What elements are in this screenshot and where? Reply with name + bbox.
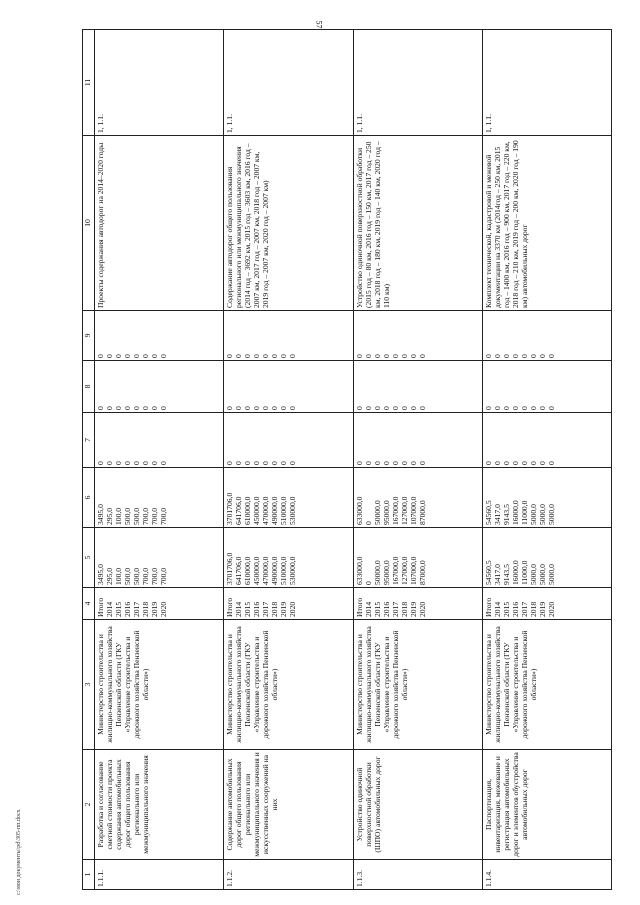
row-id: 1.1.2.: [224, 860, 353, 890]
c7-value: 0: [519, 461, 529, 465]
table-row: [482, 30, 611, 890]
rotated-table-container: [82, 30, 612, 890]
c5-value: 490000,0: [270, 556, 280, 585]
row-activity-name: Паспортизация, инвентаризация, межевание и регистрация автомобильных дорог и элементов обустройства автомобильных дорог: [482, 750, 611, 860]
c5-value: 3495,0: [96, 564, 105, 585]
years-value: Итого: [96, 597, 105, 617]
c7-value: 0: [225, 461, 235, 465]
col-header-8: 8: [83, 361, 95, 413]
c8-value: 0: [372, 406, 382, 410]
years-value: 2015: [501, 601, 511, 617]
c5-value: 3417,0: [492, 564, 502, 585]
c6-value: 100,0: [114, 507, 123, 525]
c6-value: 641706,0: [234, 496, 244, 525]
c9-value: 0: [390, 354, 400, 358]
row-col9-values: [95, 311, 224, 361]
c5-value: 610000,0: [243, 556, 253, 585]
c8-value: 0: [261, 406, 271, 410]
c8-value: 0: [252, 406, 262, 410]
c5-value: 0: [363, 581, 373, 585]
c5-value: 470000,0: [261, 556, 271, 585]
c7-value: 0: [354, 461, 364, 465]
row-years: [95, 588, 224, 620]
c5-value: 16000,0: [510, 560, 520, 585]
c5-value: 5000,0: [546, 564, 556, 585]
header-row: [83, 30, 95, 890]
c6-value: 9143,5: [501, 504, 511, 525]
col-header-11: 11: [83, 30, 95, 136]
c7-value: 0: [114, 461, 123, 465]
row-total-funding: [353, 528, 482, 588]
row-executor: Министерство строительства и жилищно-коммунального хозяйства Пензенской области (ГКУ «Управление строительства и дорожного хозяйства Пензенской области»): [482, 620, 611, 750]
c8-value: 0: [141, 406, 150, 410]
row-total-funding: [95, 528, 224, 588]
c9-value: 0: [252, 354, 262, 358]
col-header-1: 1: [83, 860, 95, 890]
c8-value: 0: [528, 406, 538, 410]
row-col7-values: [353, 413, 482, 468]
col-header-5: 5: [83, 528, 95, 588]
c6-value: 54560,5: [483, 500, 493, 525]
row-indicator-ref: 1, 1.1.: [95, 30, 224, 136]
row-col7-values: [95, 413, 224, 468]
c7-value: 0: [501, 461, 511, 465]
c9-value: 0: [483, 354, 493, 358]
c6-value: 107000,0: [408, 496, 418, 525]
c7-value: 0: [279, 461, 289, 465]
c7-value: 0: [546, 461, 556, 465]
col-header-6: 6: [83, 468, 95, 528]
c7-value: 0: [132, 461, 141, 465]
c9-value: 0: [288, 354, 298, 358]
c6-value: 87000,0: [417, 500, 427, 525]
c6-value: 500,0: [123, 507, 132, 525]
row-col9-values: [224, 311, 353, 361]
c5-value: 107000,0: [408, 556, 418, 585]
c7-value: 0: [270, 461, 280, 465]
c6-value: 3495,0: [96, 504, 105, 525]
c9-value: 0: [546, 354, 556, 358]
row-expected-result: Проекты содержания автодорог на 2014–2020 годы: [95, 136, 224, 311]
c6-value: 5000,0: [528, 504, 538, 525]
c9-value: 0: [96, 354, 105, 358]
row-expected-result: Содержание автодорог общего пользования регионального или межмуниципального значения (2014 год – 3692 км, 2015 год – 3603 км, 2016 год – 2007 км, 2017 год – 2007 км, 2018 год – 2007 км, 2019 год – 2007 км, 2020 год – 2007 км): [224, 136, 353, 311]
c5-value: 700,0: [150, 567, 159, 585]
c5-value: 510000,0: [279, 556, 289, 585]
c8-value: 0: [150, 406, 159, 410]
table-row: [353, 30, 482, 890]
c6-value: 500,0: [132, 507, 141, 525]
years-value: 2019: [537, 601, 547, 617]
c6-value: 5000,0: [537, 504, 547, 525]
c7-value: 0: [105, 461, 114, 465]
c8-value: 0: [279, 406, 289, 410]
c9-value: 0: [372, 354, 382, 358]
c6-value: 490000,0: [270, 496, 280, 525]
c9-value: 0: [519, 354, 529, 358]
row-id: 1.1.4.: [482, 860, 611, 890]
c7-value: 0: [234, 461, 244, 465]
c7-value: 0: [252, 461, 262, 465]
c7-value: 0: [261, 461, 271, 465]
c6-value: 700,0: [141, 507, 150, 525]
years-value: 2014: [234, 601, 244, 617]
c8-value: 0: [288, 406, 298, 410]
c7-value: 0: [381, 461, 391, 465]
years-value: 2015: [114, 601, 123, 617]
years-value: 2015: [372, 601, 382, 617]
c8-value: 0: [519, 406, 529, 410]
c6-value: 95000,0: [381, 500, 391, 525]
c7-value: 0: [96, 461, 105, 465]
c6-value: 295,0: [105, 507, 114, 525]
c8-value: 0: [546, 406, 556, 410]
c5-value: 450000,0: [252, 556, 262, 585]
c8-value: 0: [408, 406, 418, 410]
row-regional-budget: [482, 468, 611, 528]
page-number: 57: [314, 20, 324, 29]
c7-value: 0: [417, 461, 427, 465]
c9-value: 0: [354, 354, 364, 358]
c9-value: 0: [114, 354, 123, 358]
c5-value: 11000,0: [519, 560, 529, 585]
c6-value: 0: [363, 521, 373, 525]
c6-value: 5000,0: [546, 504, 556, 525]
c9-value: 0: [105, 354, 114, 358]
c6-value: 510000,0: [279, 496, 289, 525]
years-value: 2017: [519, 601, 529, 617]
c7-value: 0: [363, 461, 373, 465]
row-years: [224, 588, 353, 620]
years-value: 2019: [150, 601, 159, 617]
years-value: 2015: [243, 601, 253, 617]
c7-value: 0: [537, 461, 547, 465]
c9-value: 0: [528, 354, 538, 358]
c9-value: 0: [225, 354, 235, 358]
row-indicator-ref: 1, 1.1.: [353, 30, 482, 136]
c5-value: 500,0: [132, 567, 141, 585]
c6-value: 610000,0: [243, 496, 253, 525]
c5-value: 5000,0: [537, 564, 547, 585]
row-col8-values: [482, 361, 611, 413]
c9-value: 0: [501, 354, 511, 358]
c7-value: 0: [390, 461, 400, 465]
row-executor: Министерство строительства и жилищно-коммунального хозяйства Пензенской области (ГКУ «Управление строительства и дорожного хозяйства Пензенской области»): [95, 620, 224, 750]
c9-value: 0: [537, 354, 547, 358]
years-value: 2017: [261, 601, 271, 617]
years-value: 2020: [546, 601, 556, 617]
c8-value: 0: [537, 406, 547, 410]
years-value: 2018: [141, 601, 150, 617]
c9-value: 0: [492, 354, 502, 358]
c5-value: 50000,0: [372, 560, 382, 585]
c9-value: 0: [159, 354, 168, 358]
c6-value: 50000,0: [372, 500, 382, 525]
c9-value: 0: [270, 354, 280, 358]
years-value: 2014: [105, 601, 114, 617]
c5-value: 641706,0: [234, 556, 244, 585]
row-executor: Министерство строительства и жилищно-коммунального хозяйства Пензенской области (ГКУ «Управление строительства и дорожного хозяйства Пензенской области»): [224, 620, 353, 750]
c9-value: 0: [132, 354, 141, 358]
c8-value: 0: [114, 406, 123, 410]
c6-value: 633000,0: [354, 496, 364, 525]
row-id: 1.1.1.: [95, 860, 224, 890]
program-table: [82, 29, 612, 890]
c8-value: 0: [417, 406, 427, 410]
c6-value: 470000,0: [261, 496, 271, 525]
c5-value: 9143,5: [501, 564, 511, 585]
years-value: 2014: [492, 601, 502, 617]
row-id: 1.1.3.: [353, 860, 482, 890]
c6-value: 700,0: [150, 507, 159, 525]
c9-value: 0: [408, 354, 418, 358]
c9-value: 0: [243, 354, 253, 358]
years-value: 2019: [279, 601, 289, 617]
c6-value: 530000,0: [288, 496, 298, 525]
table-row: [224, 30, 353, 890]
col-header-10: 10: [83, 136, 95, 311]
col-header-4: 4: [83, 588, 95, 620]
col-header-3: 3: [83, 620, 95, 750]
c6-value: 450000,0: [252, 496, 262, 525]
row-indicator-ref: 1, 1.1.: [482, 30, 611, 136]
c6-value: 167000,0: [390, 496, 400, 525]
c8-value: 0: [243, 406, 253, 410]
c9-value: 0: [363, 354, 373, 358]
c8-value: 0: [123, 406, 132, 410]
c7-value: 0: [492, 461, 502, 465]
years-value: 2018: [270, 601, 280, 617]
c5-value: 95000,0: [381, 560, 391, 585]
years-value: Итого: [354, 597, 364, 617]
years-value: 2019: [408, 601, 418, 617]
c7-value: 0: [288, 461, 298, 465]
years-value: 2016: [381, 601, 391, 617]
c7-value: 0: [123, 461, 132, 465]
c7-value: 0: [510, 461, 520, 465]
row-activity-name: Разработка и согласование сметной стоимости проекта содержания автомобильных дорог общего пользования регионального или межмуниципального значения: [95, 750, 224, 860]
row-years: [353, 588, 482, 620]
c6-value: 127000,0: [399, 496, 409, 525]
c5-value: 100,0: [114, 567, 123, 585]
row-col9-values: [482, 311, 611, 361]
row-indicator-ref: 1, 1.1.: [224, 30, 353, 136]
c8-value: 0: [492, 406, 502, 410]
years-value: 2016: [510, 601, 520, 617]
table-row: [95, 30, 224, 890]
row-col9-values: [353, 311, 482, 361]
c8-value: 0: [270, 406, 280, 410]
c8-value: 0: [159, 406, 168, 410]
row-activity-name: Содержание автомобильных дорог общего пользования регионального или межмуниципального значения и искусственных сооружений на них: [224, 750, 353, 860]
years-value: Итого: [483, 597, 493, 617]
c5-value: 700,0: [159, 567, 168, 585]
c7-value: 0: [150, 461, 159, 465]
c9-value: 0: [123, 354, 132, 358]
c7-value: 0: [399, 461, 409, 465]
c8-value: 0: [510, 406, 520, 410]
c5-value: 127000,0: [399, 556, 409, 585]
years-value: 2016: [123, 601, 132, 617]
document-path-footer: c:\мои документы\pd\305-пп.docx: [16, 809, 22, 895]
c7-value: 0: [483, 461, 493, 465]
c9-value: 0: [417, 354, 427, 358]
col-header-9: 9: [83, 311, 95, 361]
row-expected-result: Комплект технической, кадастровой и межевой документации на 3370 км (2014год – 250 км, 2015 год – 1400 км, 2016 год – 900 км, 2017 год – 220 км, 2018 год – 210 км, 2019 год – 200 км, 2020 год – 190 км) автомобильных дорог: [482, 136, 611, 311]
c7-value: 0: [408, 461, 418, 465]
c5-value: 633000,0: [354, 556, 364, 585]
years-value: 2018: [528, 601, 538, 617]
c8-value: 0: [105, 406, 114, 410]
years-value: 2020: [288, 601, 298, 617]
c9-value: 0: [279, 354, 289, 358]
c7-value: 0: [159, 461, 168, 465]
c8-value: 0: [234, 406, 244, 410]
c8-value: 0: [132, 406, 141, 410]
c5-value: 700,0: [141, 567, 150, 585]
c8-value: 0: [225, 406, 235, 410]
c7-value: 0: [528, 461, 538, 465]
c5-value: 87000,0: [417, 560, 427, 585]
c8-value: 0: [381, 406, 391, 410]
c6-value: 3701706,0: [225, 492, 235, 525]
years-value: 2016: [252, 601, 262, 617]
c5-value: 5000,0: [528, 564, 538, 585]
row-regional-budget: [353, 468, 482, 528]
row-col8-values: [95, 361, 224, 413]
row-col8-values: [353, 361, 482, 413]
c9-value: 0: [261, 354, 271, 358]
years-value: 2014: [363, 601, 373, 617]
row-total-funding: [482, 528, 611, 588]
c5-value: 530000,0: [288, 556, 298, 585]
c5-value: 3701706,0: [225, 552, 235, 585]
c9-value: 0: [141, 354, 150, 358]
c8-value: 0: [399, 406, 409, 410]
row-col7-values: [224, 413, 353, 468]
c9-value: 0: [399, 354, 409, 358]
years-value: 2020: [417, 601, 427, 617]
c9-value: 0: [510, 354, 520, 358]
c6-value: 3417,0: [492, 504, 502, 525]
years-value: 2017: [390, 601, 400, 617]
years-value: 2020: [159, 601, 168, 617]
col-header-7: 7: [83, 413, 95, 468]
c8-value: 0: [501, 406, 511, 410]
row-activity-name: Устройство одиночной поверхностной обработки (ШПО) автомобильных дорог: [353, 750, 482, 860]
row-col7-values: [482, 413, 611, 468]
row-years: [482, 588, 611, 620]
row-expected-result: Устройство одиночной поверхностной обработки (2015 год – 80 км, 2016 год – 150 км, 2017 год – 250 км, 2018 год – 180 км, 2019 год – 140 км, 2020 год – 110 км): [353, 136, 482, 311]
years-value: Итого: [225, 597, 235, 617]
row-regional-budget: [224, 468, 353, 528]
years-value: 2017: [132, 601, 141, 617]
c9-value: 0: [150, 354, 159, 358]
row-regional-budget: [95, 468, 224, 528]
c7-value: 0: [372, 461, 382, 465]
table-body: [95, 30, 612, 890]
c5-value: 500,0: [123, 567, 132, 585]
c6-value: 700,0: [159, 507, 168, 525]
c8-value: 0: [96, 406, 105, 410]
c9-value: 0: [234, 354, 244, 358]
row-total-funding: [224, 528, 353, 588]
c6-value: 11000,0: [519, 500, 529, 525]
c7-value: 0: [243, 461, 253, 465]
c8-value: 0: [354, 406, 364, 410]
c8-value: 0: [390, 406, 400, 410]
c5-value: 54560,5: [483, 560, 493, 585]
c7-value: 0: [141, 461, 150, 465]
c5-value: 295,0: [105, 567, 114, 585]
c9-value: 0: [381, 354, 391, 358]
years-value: 2018: [399, 601, 409, 617]
c8-value: 0: [483, 406, 493, 410]
row-col8-values: [224, 361, 353, 413]
row-executor: Министерство строительства и жилищно-коммунального хозяйства Пензенской области (ГКУ «Управление строительства и дорожного хозяйства Пензенской области»): [353, 620, 482, 750]
c5-value: 167000,0: [390, 556, 400, 585]
c6-value: 16000,0: [510, 500, 520, 525]
col-header-2: 2: [83, 750, 95, 860]
c8-value: 0: [363, 406, 373, 410]
